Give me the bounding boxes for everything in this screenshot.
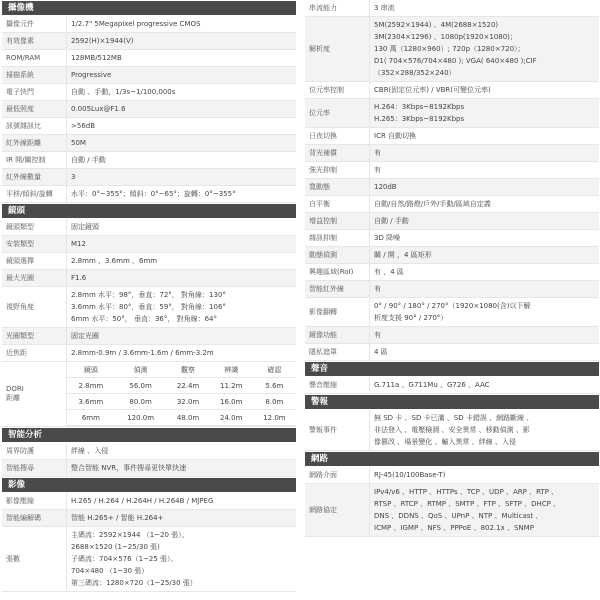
- spec-value-line: 無 SD 卡 、SD 卡已滿 、SD 卡錯誤 、網路斷線 、: [374, 414, 534, 422]
- spec-row: [2, 33, 296, 50]
- spec-label: ROM/RAM: [6, 54, 41, 62]
- spec-value-line: 絆線 、入侵: [71, 447, 109, 455]
- spec-row: [305, 82, 599, 99]
- left-spec-column: [2, 0, 296, 592]
- spec-value-line: M12: [71, 240, 86, 248]
- dori-header-cell: 鏡頭: [67, 362, 115, 378]
- spec-label: 攝像元件: [6, 20, 34, 28]
- spec-value-line: D1( 704×576/704×480 ); VGA( 640×480 );CIF: [374, 57, 537, 65]
- spec-label: 安裝類型: [6, 240, 34, 248]
- spec-label: 影像壓縮: [6, 497, 34, 505]
- spec-label: 訊號雜訊比: [6, 122, 41, 130]
- spec-value-line: 3M(2304×1296) 、1080p(1920×1080)；: [374, 33, 517, 41]
- dori-table-wrap: [66, 362, 296, 426]
- spec-value-line: 自動/自然/路燈/戶外/手動/區域自定義: [374, 200, 491, 208]
- spec-value-line: ICMP 、IGMP 、NFS 、PPPoE 、802.1x 、SNMP: [374, 524, 534, 532]
- spec-label: 紅外線距離: [6, 139, 41, 147]
- spec-value: [66, 135, 296, 151]
- spec-label: 掃描系統: [6, 71, 34, 79]
- spec-value: [369, 0, 599, 16]
- spec-value: [66, 443, 296, 459]
- spec-value: [66, 287, 296, 327]
- spec-row: [305, 196, 599, 213]
- spec-value-line: Progressive: [71, 71, 112, 79]
- spec-row: [2, 253, 296, 270]
- spec-value: [66, 33, 296, 49]
- spec-row: [305, 410, 599, 451]
- spec-row: [305, 213, 599, 230]
- spec-row: [305, 179, 599, 196]
- spec-label: 日夜切換: [309, 132, 337, 140]
- spec-value-line: CBR(固定位元率) / VBR(可變位元率): [374, 86, 491, 94]
- spec-row: [305, 162, 599, 179]
- dori-cell: 6mm: [67, 410, 115, 426]
- spec-row: [2, 50, 296, 67]
- top-rows: [305, 0, 599, 361]
- dori-cell: 32.0m: [166, 394, 209, 410]
- dori-row-data: [67, 378, 296, 394]
- spec-row: [305, 99, 599, 128]
- spec-label: 串流能力: [309, 4, 337, 12]
- spec-value-line: DNS 、DDNS 、QoS 、UPnP 、NTP 、Multicast 、: [374, 512, 543, 520]
- section-alarm-title: 警報: [305, 395, 599, 409]
- spec-value: [369, 377, 599, 393]
- spec-value: [66, 460, 296, 476]
- spec-value: [369, 196, 599, 212]
- spec-value-line: H.264：3Kbps~8192Kbps: [374, 103, 465, 111]
- spec-label: IR 開/關控制: [6, 156, 46, 164]
- spec-value: [369, 298, 599, 326]
- spec-value-line: 第三碼流：1280×720（1~25/30 張）: [71, 579, 197, 587]
- spec-value-line: 整合智能 NVR，事件搜尋更快單快速: [71, 464, 187, 472]
- camera-rows: [2, 16, 296, 203]
- spec-row: [2, 236, 296, 253]
- network-rows: [305, 467, 599, 537]
- spec-label: 興趣區域(RoI): [309, 268, 354, 276]
- spec-value-line: ICR 自動切換: [374, 132, 417, 140]
- spec-value-line: 水平：0°~355°；傾斜：0°~65°；旋轉：0°~355°: [71, 190, 236, 198]
- spec-value: [66, 118, 296, 134]
- spec-value: [66, 328, 296, 344]
- dori-cell: 8.0m: [253, 394, 296, 410]
- spec-value-line: 1/2.7" 5Megapixel progressive CMOS: [71, 20, 201, 28]
- spec-value: [66, 50, 296, 66]
- spec-value-line: 2.8mm 水平：98°，垂直：72°， 對角線：130°: [71, 291, 226, 299]
- spec-value-line: 2.8mm-0.9m / 3.6mm-1.6m / 6mm-3.2m: [71, 349, 214, 357]
- spec-value: [369, 344, 599, 360]
- spec-row: [2, 219, 296, 236]
- spec-label: 聲音壓縮: [309, 381, 337, 389]
- spec-label: 電子快門: [6, 88, 34, 96]
- spec-value: [66, 101, 296, 117]
- spec-row: [2, 443, 296, 460]
- audio-rows: [305, 377, 599, 394]
- spec-value: [66, 236, 296, 252]
- spec-row: [305, 128, 599, 145]
- spec-value-line: 3: [71, 173, 76, 181]
- spec-value: [369, 281, 599, 297]
- spec-value: [66, 169, 296, 185]
- spec-value: [66, 152, 296, 168]
- spec-label: 警報事件: [309, 426, 337, 434]
- spec-value: [66, 219, 296, 235]
- spec-label: 背光補償: [309, 149, 337, 157]
- spec-value-line: 自動 / 手動: [374, 217, 409, 225]
- dori-cell: 80.0m: [115, 394, 167, 410]
- spec-label: 有效像素: [6, 37, 34, 45]
- spec-label: 動態偵測: [309, 251, 337, 259]
- spec-label: 位元率: [309, 109, 330, 117]
- dori-label: DORI 距離: [6, 385, 24, 402]
- dori-cell: 5.6m: [253, 378, 296, 394]
- spec-value-line: 704×480 （1~30 張）: [71, 567, 149, 575]
- spec-value: [369, 264, 599, 280]
- spec-label: 鏡像功能: [309, 331, 337, 339]
- spec-value-line: 0° / 90° / 180° / 270°（1920×1080(含)以下解: [374, 302, 531, 310]
- dori-header-cell: 觀察: [166, 362, 209, 378]
- spec-label: 隱私遮罩: [309, 348, 337, 356]
- spec-row: [305, 327, 599, 344]
- dori-cell: 16.0m: [210, 394, 253, 410]
- spec-row: [305, 145, 599, 162]
- spec-value: [66, 84, 296, 100]
- spec-value-line: （352×288/352×240）: [374, 69, 456, 77]
- spec-value-line: 50M: [71, 139, 86, 147]
- spec-label: 增益控制: [309, 217, 337, 225]
- section-camera-title: 攝像機: [2, 1, 296, 15]
- spec-value-line: 有 ，4 區: [374, 268, 404, 276]
- spec-label: 紅外線數量: [6, 173, 41, 181]
- dori-header-row: [67, 362, 296, 378]
- spec-row: [2, 328, 296, 345]
- spec-value-line: H.265 / H.264 / H.264H / H.264B / MJPEG: [71, 497, 214, 505]
- spec-value-line: 關 / 開 ，4 區矩形: [374, 251, 432, 259]
- spec-value: [66, 67, 296, 83]
- spec-row: [2, 101, 296, 118]
- spec-label: 近焦距: [6, 349, 27, 357]
- dori-cell: 120.0m: [115, 410, 167, 426]
- spec-row: [2, 460, 296, 477]
- spec-label: 智能紅外線: [309, 285, 344, 293]
- spec-value-line: 3 串流: [374, 4, 395, 12]
- spec-row: [2, 67, 296, 84]
- spec-label: 智能搜尋: [6, 464, 34, 472]
- spec-value: [66, 527, 296, 591]
- spec-row: [305, 230, 599, 247]
- dori-cell: 24.0m: [210, 410, 253, 426]
- spec-value-line: 120dB: [374, 183, 397, 191]
- spec-row: [2, 118, 296, 135]
- spec-value: [369, 82, 599, 98]
- spec-value-line: 析度支援 90° / 270°）: [374, 314, 448, 322]
- dori-cell: 11.2m: [210, 378, 253, 394]
- spec-label: 強光抑制: [309, 166, 337, 174]
- spec-value-line: 5M(2592×1944) 、4M(2688×1520): [374, 21, 499, 29]
- spec-row: [2, 169, 296, 186]
- spec-label: 最低照度: [6, 105, 34, 113]
- spec-value: [369, 213, 599, 229]
- spec-row: [2, 270, 296, 287]
- spec-row: [305, 281, 599, 298]
- spec-label: 鏡頭選擇: [6, 257, 34, 265]
- dori-cell: 22.4m: [166, 378, 209, 394]
- spec-label: 視野角度: [6, 303, 34, 311]
- spec-value-line: 2688×1520 (1~25/30 張): [71, 543, 160, 551]
- spec-row: [305, 484, 599, 537]
- spec-value-line: 128MB/512MB: [71, 54, 122, 62]
- spec-value: [369, 327, 599, 343]
- spec-value-line: 自動 / 手動: [71, 156, 106, 164]
- spec-value: [369, 17, 599, 81]
- spec-row: [305, 17, 599, 82]
- spec-value-line: 2592(H)×1944(V): [71, 37, 134, 45]
- dori-row: [2, 362, 296, 427]
- spec-value: [66, 270, 296, 286]
- spec-row: [2, 16, 296, 33]
- spec-value-line: 非法登入 、電壓檢測 、安全異常 、移動偵測 、影: [374, 426, 530, 434]
- spec-value: [369, 145, 599, 161]
- right-spec-column: [305, 0, 599, 537]
- spec-value-line: 主碼流：2592×1944 （1~20 張）、: [71, 531, 189, 539]
- dori-cell: 48.0m: [166, 410, 209, 426]
- spec-value-line: G.711a 、G711Mu 、G726 、AAC: [374, 381, 490, 389]
- spec-label: 白平衡: [309, 200, 330, 208]
- spec-label: 平移/傾斜/旋轉: [6, 190, 53, 198]
- spec-label: 解析度: [309, 45, 330, 53]
- spec-value-line: 有: [374, 331, 381, 339]
- dori-cell: 12.0m: [253, 410, 296, 426]
- spec-row: [305, 377, 599, 394]
- spec-label: 雜訊抑制: [309, 234, 337, 242]
- spec-row: [305, 264, 599, 281]
- spec-value: [369, 410, 599, 450]
- spec-row: [305, 467, 599, 484]
- spec-value-line: H.265：3Kbps~8192Kbps: [374, 115, 465, 123]
- dori-row-data: [67, 394, 296, 410]
- spec-value-line: 3D 降噪: [374, 234, 401, 242]
- spec-row: [305, 298, 599, 327]
- dori-cell: 56.0m: [115, 378, 167, 394]
- spec-label: 網路介面: [309, 471, 337, 479]
- spec-value-line: RTSP 、RTCP 、RTMP 、SMTP 、FTP 、SFTP 、DHCP 、: [374, 500, 561, 508]
- spec-value-line: IPv4/v6 、HTTP 、HTTPs 、TCP 、UDP 、ARP 、RTP 、: [374, 488, 559, 496]
- spec-row: [2, 135, 296, 152]
- dori-row-data: [67, 410, 296, 426]
- spec-row: [2, 510, 296, 527]
- spec-value-line: 固定鏡頭: [71, 223, 99, 231]
- section-smart-title: 智能分析: [2, 428, 296, 442]
- spec-row: [2, 186, 296, 203]
- spec-value: [66, 510, 296, 526]
- spec-value-line: 有: [374, 166, 381, 174]
- spec-row: [2, 152, 296, 169]
- spec-label: 位元率控制: [309, 86, 344, 94]
- spec-value-line: 有: [374, 285, 381, 293]
- spec-value: [369, 467, 599, 483]
- spec-value: [369, 247, 599, 263]
- spec-value-line: >56dB: [71, 122, 96, 130]
- spec-value: [66, 186, 296, 202]
- dori-header-cell: 確認: [253, 362, 296, 378]
- spec-value: [369, 99, 599, 127]
- spec-value: [369, 179, 599, 195]
- spec-row: [2, 287, 296, 328]
- spec-value-line: 0.005Lux@F1.6: [71, 105, 126, 113]
- spec-value-line: RJ-45(10/100Base-T): [374, 471, 446, 479]
- spec-value: [369, 128, 599, 144]
- spec-value-line: 4 區: [374, 348, 388, 356]
- spec-value: [369, 162, 599, 178]
- spec-value-line: F1.6: [71, 274, 87, 282]
- spec-label: 鏡頭類型: [6, 223, 34, 231]
- spec-value-line: 自動 、手動，1/3s~1/100,000s: [71, 88, 176, 96]
- spec-value-line: 子碼流：704×576（1~25 張）、: [71, 555, 178, 563]
- dori-table: [67, 362, 296, 426]
- spec-row: [2, 493, 296, 510]
- spec-label: 智能編解碼: [6, 514, 41, 522]
- spec-label: 寬動態: [309, 183, 330, 191]
- spec-row: [2, 527, 296, 592]
- spec-value: [66, 16, 296, 32]
- spec-value-line: 3.6mm 水平：80°，垂直：59°， 對角線：106°: [71, 303, 226, 311]
- spec-value-line: 固定光圈: [71, 332, 99, 340]
- spec-row: [305, 247, 599, 264]
- spec-value-line: 像篡改 、場景變化 、輸入異常 、絆線 、入侵: [374, 438, 516, 446]
- spec-value-line: 智能 H.265+ / 智能 H.264+: [71, 514, 164, 522]
- spec-row: [2, 84, 296, 101]
- spec-label: 網路協定: [309, 506, 337, 514]
- spec-row: [2, 345, 296, 362]
- spec-label: 光圈類型: [6, 332, 34, 340]
- section-audio-title: 聲音: [305, 362, 599, 376]
- spec-label: 張數: [6, 555, 20, 563]
- spec-value: [66, 253, 296, 269]
- alarm-rows: [305, 410, 599, 451]
- smart-rows: [2, 443, 296, 477]
- spec-label: 周界防護: [6, 447, 34, 455]
- video-rows: [2, 493, 296, 592]
- section-video-title: 影像: [2, 478, 296, 492]
- dori-header-cell: 偵測: [115, 362, 167, 378]
- spec-label: 最大光圈: [6, 274, 34, 282]
- spec-row: [305, 344, 599, 361]
- spec-value: [369, 484, 599, 536]
- spec-value: [66, 345, 296, 361]
- spec-value-line: 有: [374, 149, 381, 157]
- section-network-title: 網路: [305, 452, 599, 466]
- section-lens-title: 鏡頭: [2, 204, 296, 218]
- spec-value-line: 6mm 水平：50°， 垂直：36°， 對角線：64°: [71, 315, 217, 323]
- spec-value: [66, 493, 296, 509]
- dori-header-cell: 辨識: [210, 362, 253, 378]
- dori-cell: 2.8mm: [67, 378, 115, 394]
- dori-cell: 3.6mm: [67, 394, 115, 410]
- spec-value-line: 130 萬（1280×960）; 720p（1280×720）；: [374, 45, 525, 53]
- spec-value-line: 2.8mm 、3.6mm 、6mm: [71, 257, 158, 265]
- lens-rows: [2, 219, 296, 362]
- spec-label: 影像翻轉: [309, 308, 337, 316]
- spec-value: [369, 230, 599, 246]
- spec-row: [305, 0, 599, 17]
